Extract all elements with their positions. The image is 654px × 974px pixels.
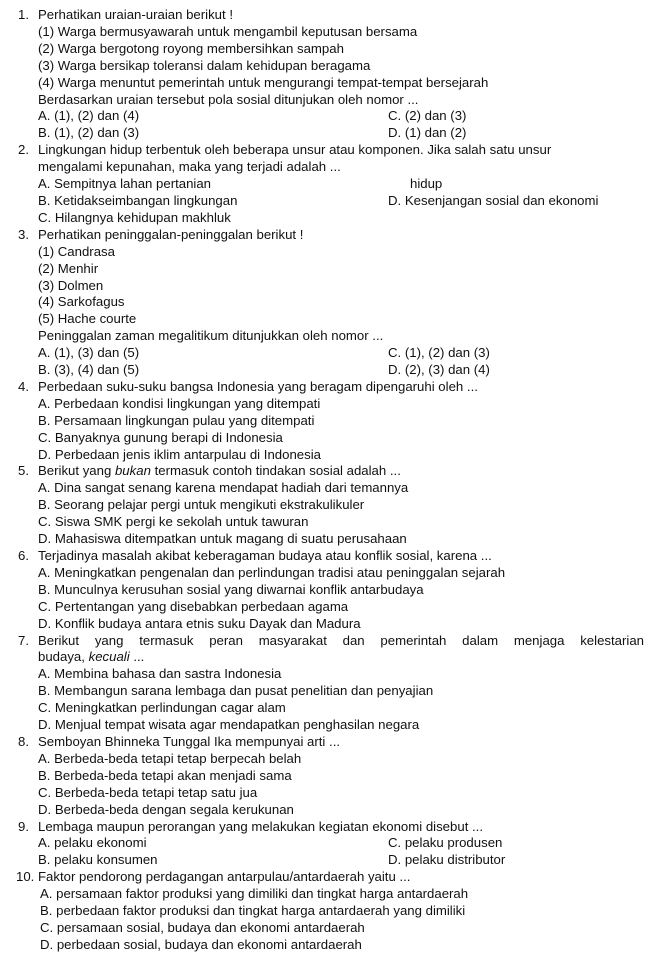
statement-item: (2) Menhir — [38, 260, 99, 276]
option-b[interactable]: B. Membangun sarana lembaga dan pusat penelitian dan penyajian — [38, 683, 434, 699]
question-stem: mengalami kepunahan, maka yang terjadi adalah ... — [38, 159, 341, 175]
option-a[interactable]: A. Dina sangat senang karena mendapat hadiah dari temannya — [38, 480, 409, 496]
question-stem — [38, 649, 644, 666]
question-6 — [18, 548, 644, 633]
option-a[interactable]: A. Perbedaan kondisi lingkungan yang ditempati — [38, 395, 321, 411]
question-8 — [18, 734, 644, 819]
statement-item: (4) Warga menuntut pemerintah untuk mengurangi tempat-tempat bersejarah — [38, 74, 489, 90]
question-stem — [38, 463, 644, 480]
question-number: 7. — [18, 632, 29, 648]
question-prompt: Peninggalan zaman megalitikum ditunjukkan oleh nomor ... — [38, 328, 384, 344]
question-9 — [18, 819, 644, 870]
stem-text: termasuk contoh tindakan sosial adalah ... — [150, 463, 401, 479]
question-number: 5. — [18, 463, 29, 479]
statement-item: (2) Warga bergotong royong membersihkan sampah — [38, 40, 344, 56]
question-stem: Faktor pendorong perdagangan antarpulau/antardaerah yaitu ... — [38, 869, 411, 885]
question-3 — [18, 227, 644, 379]
option-d[interactable]: D. Perbedaan jenis iklim antarpulau di Indonesia — [38, 446, 321, 462]
option-b[interactable]: B. pelaku konsumen — [38, 852, 158, 868]
option-a[interactable]: A. persamaan faktor produksi yang dimiliki dan tingkat harga antardaerah — [40, 886, 469, 902]
option-d[interactable]: D. (1) dan (2) — [388, 125, 467, 141]
question-number: 8. — [18, 733, 29, 749]
stem-emphasis: bukan — [114, 463, 151, 479]
option-a[interactable]: A. Sempitnya lahan pertanian — [38, 176, 212, 192]
question-7 — [18, 633, 644, 734]
question-stem: Perhatikan peninggalan-peninggalan berikut ! — [38, 226, 304, 242]
option-d[interactable]: D. pelaku distributor — [388, 852, 506, 868]
option-b[interactable]: B. (3), (4) dan (5) — [38, 362, 140, 378]
question-stem: Semboyan Bhinneka Tunggal Ika mempunyai arti ... — [38, 733, 341, 749]
question-stem: Terjadinya masalah akibat keberagaman budaya atau konflik sosial, karena ... — [38, 548, 492, 563]
option-c[interactable]: C. persamaan sosial, budaya dan ekonomi antardaerah — [40, 919, 365, 935]
statement-item: (5) Hache courte — [38, 311, 137, 327]
question-10 — [18, 869, 644, 954]
option-c[interactable]: C. (2) dan (3) — [388, 108, 467, 124]
option-b[interactable]: B. Persamaan lingkungan pulau yang ditempati — [38, 412, 315, 428]
option-d[interactable]: D. Menjual tempat wisata agar mendapatkan penghasilan negara — [38, 717, 420, 733]
question-stem: Berikut yang termasuk peran masyarakat dan pemerintah dalam menjaga kelestarian — [38, 632, 644, 648]
option-d[interactable]: D. Mahasiswa ditempatkan untuk magang di suatu perusahaan — [38, 531, 407, 547]
question-number: 2. — [18, 142, 29, 158]
statement-item: (1) Warga bermusyawarah untuk mengambil keputusan bersama — [38, 23, 418, 39]
question-number: 10. — [16, 869, 35, 885]
stem-text: Berikut yang — [38, 463, 115, 479]
option-c[interactable]: C. Pertentangan yang disebabkan perbedaan agama — [38, 598, 349, 614]
question-5 — [18, 463, 644, 548]
option-b[interactable]: B. Seorang pelajar pergi untuk mengikuti ekstrakulikuler — [38, 497, 365, 513]
question-number: 4. — [18, 378, 29, 394]
question-stem: Perbedaan suku-suku bangsa Indonesia yang beragam dipengaruhi oleh ... — [38, 378, 478, 394]
option-c[interactable]: C. Banyaknya gunung berapi di Indonesia — [38, 429, 283, 445]
question-4 — [18, 379, 644, 464]
option-d[interactable]: D. Kesenjangan sosial dan ekonomi — [388, 192, 599, 208]
statement-item: (3) Warga bersikap toleransi dalam kehidupan beragama — [38, 57, 371, 73]
question-stem: Perhatikan uraian-uraian berikut ! — [38, 7, 233, 22]
question-2 — [18, 142, 644, 227]
question-number: 6. — [18, 548, 29, 563]
option-a[interactable]: A. pelaku ekonomi — [38, 835, 147, 851]
option-row — [38, 176, 644, 193]
option-c[interactable]: C. Berbeda-beda tetapi tetap satu jua — [38, 784, 258, 800]
stem-text: ... — [129, 649, 145, 665]
option-b[interactable]: B. (1), (2) dan (3) — [38, 125, 140, 141]
statement-item: (4) Sarkofagus — [38, 294, 125, 310]
option-d[interactable]: D. Berbeda-beda dengan segala kerukunan — [38, 801, 294, 817]
option-a[interactable]: A. Berbeda-beda tetapi tetap berpecah belah — [38, 750, 302, 766]
option-c[interactable]: C. Siswa SMK pergi ke sekolah untuk tawuran — [38, 514, 309, 530]
option-row — [38, 345, 644, 362]
option-a[interactable]: A. Membina bahasa dan sastra Indonesia — [38, 666, 282, 682]
option-c[interactable]: C. (1), (2) dan (3) — [388, 345, 490, 361]
stem-text: budaya, — [38, 649, 89, 665]
option-d[interactable]: D. perbedaan sosial, budaya dan ekonomi antardaerah — [40, 936, 362, 952]
option-a[interactable]: A. Meningkatkan pengenalan dan perlindungan tradisi atau peninggalan sejarah — [38, 564, 506, 580]
option-row — [38, 125, 644, 142]
option-b[interactable]: B. Berbeda-beda tetapi akan menjadi sama — [38, 767, 292, 783]
option-c[interactable]: C. pelaku produsen — [388, 835, 503, 851]
option-d[interactable]: D. Konflik budaya antara etnis suku Dayak dan Madura — [38, 615, 361, 631]
option-c[interactable]: C. Hilangnya kehidupan makhluk — [38, 209, 231, 225]
question-number: 3. — [18, 226, 29, 242]
statement-item: (1) Candrasa — [38, 243, 115, 259]
question-prompt: Berdasarkan uraian tersebut pola sosial ditunjukan oleh nomor ... — [38, 91, 419, 107]
option-row — [38, 362, 644, 379]
option-b[interactable]: B. Munculnya kerusuhan sosial yang diwarnai konflik antarbudaya — [38, 581, 424, 597]
question-stem: Lembaga maupun perorangan yang melakukan kegiatan ekonomi disebut ... — [38, 818, 484, 834]
option-row — [38, 108, 644, 125]
option-row — [38, 193, 644, 210]
option-b[interactable]: B. Ketidakseimbangan lingkungan — [38, 192, 238, 208]
option-a[interactable]: A. (1), (3) dan (5) — [38, 345, 140, 361]
question-number: 9. — [18, 818, 29, 834]
statement-item: (3) Dolmen — [38, 277, 104, 293]
option-row — [38, 835, 644, 852]
option-b[interactable]: B. perbedaan faktor produksi dan tingkat harga antardaerah yang dimiliki — [40, 903, 466, 919]
stem-emphasis: kecuali — [88, 649, 130, 665]
option-d[interactable]: D. (2), (3) dan (4) — [388, 362, 490, 378]
question-stem: Lingkungan hidup terbentuk oleh beberapa unsur atau komponen. Jika salah satu unsur — [38, 142, 552, 158]
option-a[interactable]: A. (1), (2) dan (4) — [38, 108, 140, 124]
question-1 — [18, 7, 644, 142]
option-a-overflow: hidup — [410, 176, 443, 192]
option-row — [38, 852, 644, 869]
question-number: 1. — [18, 7, 29, 22]
option-c[interactable]: C. Meningkatkan perlindungan cagar alam — [38, 700, 286, 716]
